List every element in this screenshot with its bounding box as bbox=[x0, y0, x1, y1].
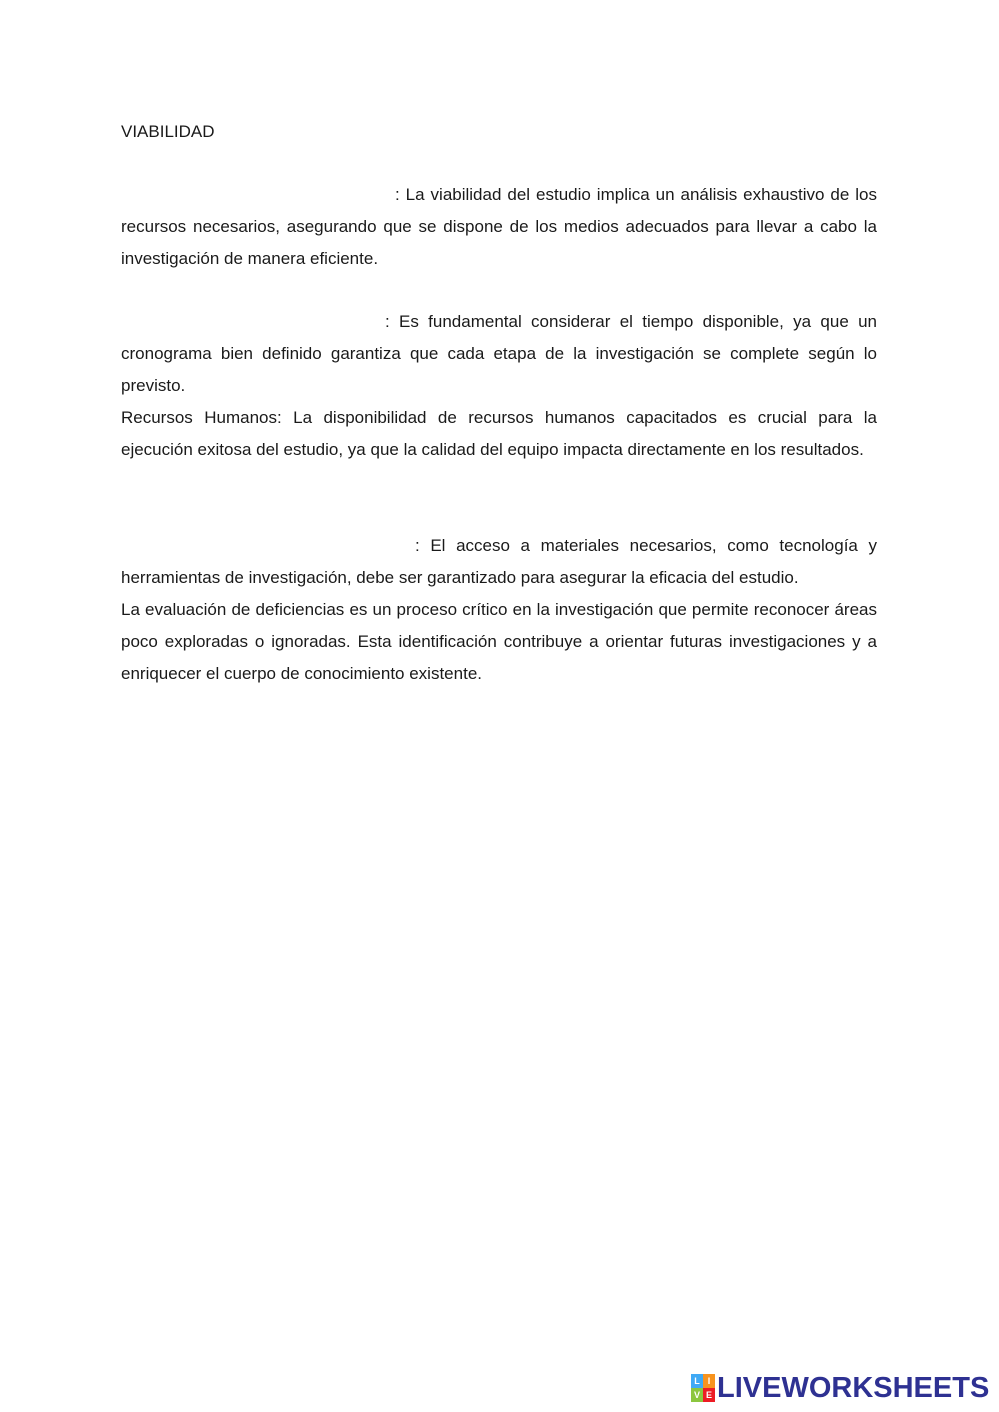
paragraph-text: : La viabilidad del estudio implica un análisis exhaustivo de los recursos necesarios, asegurando que se dispone de los medios adecuados para llevar a cabo la investigación de manera eficiente. bbox=[121, 185, 877, 268]
paragraph-recursos bbox=[121, 179, 877, 274]
logo-text: LIVEWORKSHEETS bbox=[717, 1372, 990, 1404]
logo-mark-icon: L I V E bbox=[691, 1374, 715, 1402]
paragraph-deficiencias: La evaluación de deficiencias es un proceso crítico en la investigación que permite reconocer áreas poco exploradas o ignoradas. Esta identificación contribuye a orientar futuras investigaciones y a enriquecer el cuerpo de conocimiento existente. bbox=[121, 600, 877, 683]
paragraph-recursos-humanos: Recursos Humanos: La disponibilidad de recursos humanos capacitados es crucial para la ejecución exitosa del estudio, ya que la calidad del equipo impacta directamente en los resultados. bbox=[121, 408, 877, 459]
paragraph-text: : Es fundamental considerar el tiempo disponible, ya que un cronograma bien definido garantiza que cada etapa de la investigación se complete según lo previsto. bbox=[121, 312, 877, 395]
page-title: VIABILIDAD bbox=[121, 122, 215, 141]
paragraph-tiempo bbox=[121, 306, 877, 401]
paragraph-text: : El acceso a materiales necesarios, como tecnología y herramientas de investigación, debe ser garantizado para asegurar la eficacia del estudio. bbox=[121, 536, 877, 587]
liveworksheets-logo bbox=[691, 1371, 989, 1405]
paragraph-materiales bbox=[121, 530, 877, 594]
